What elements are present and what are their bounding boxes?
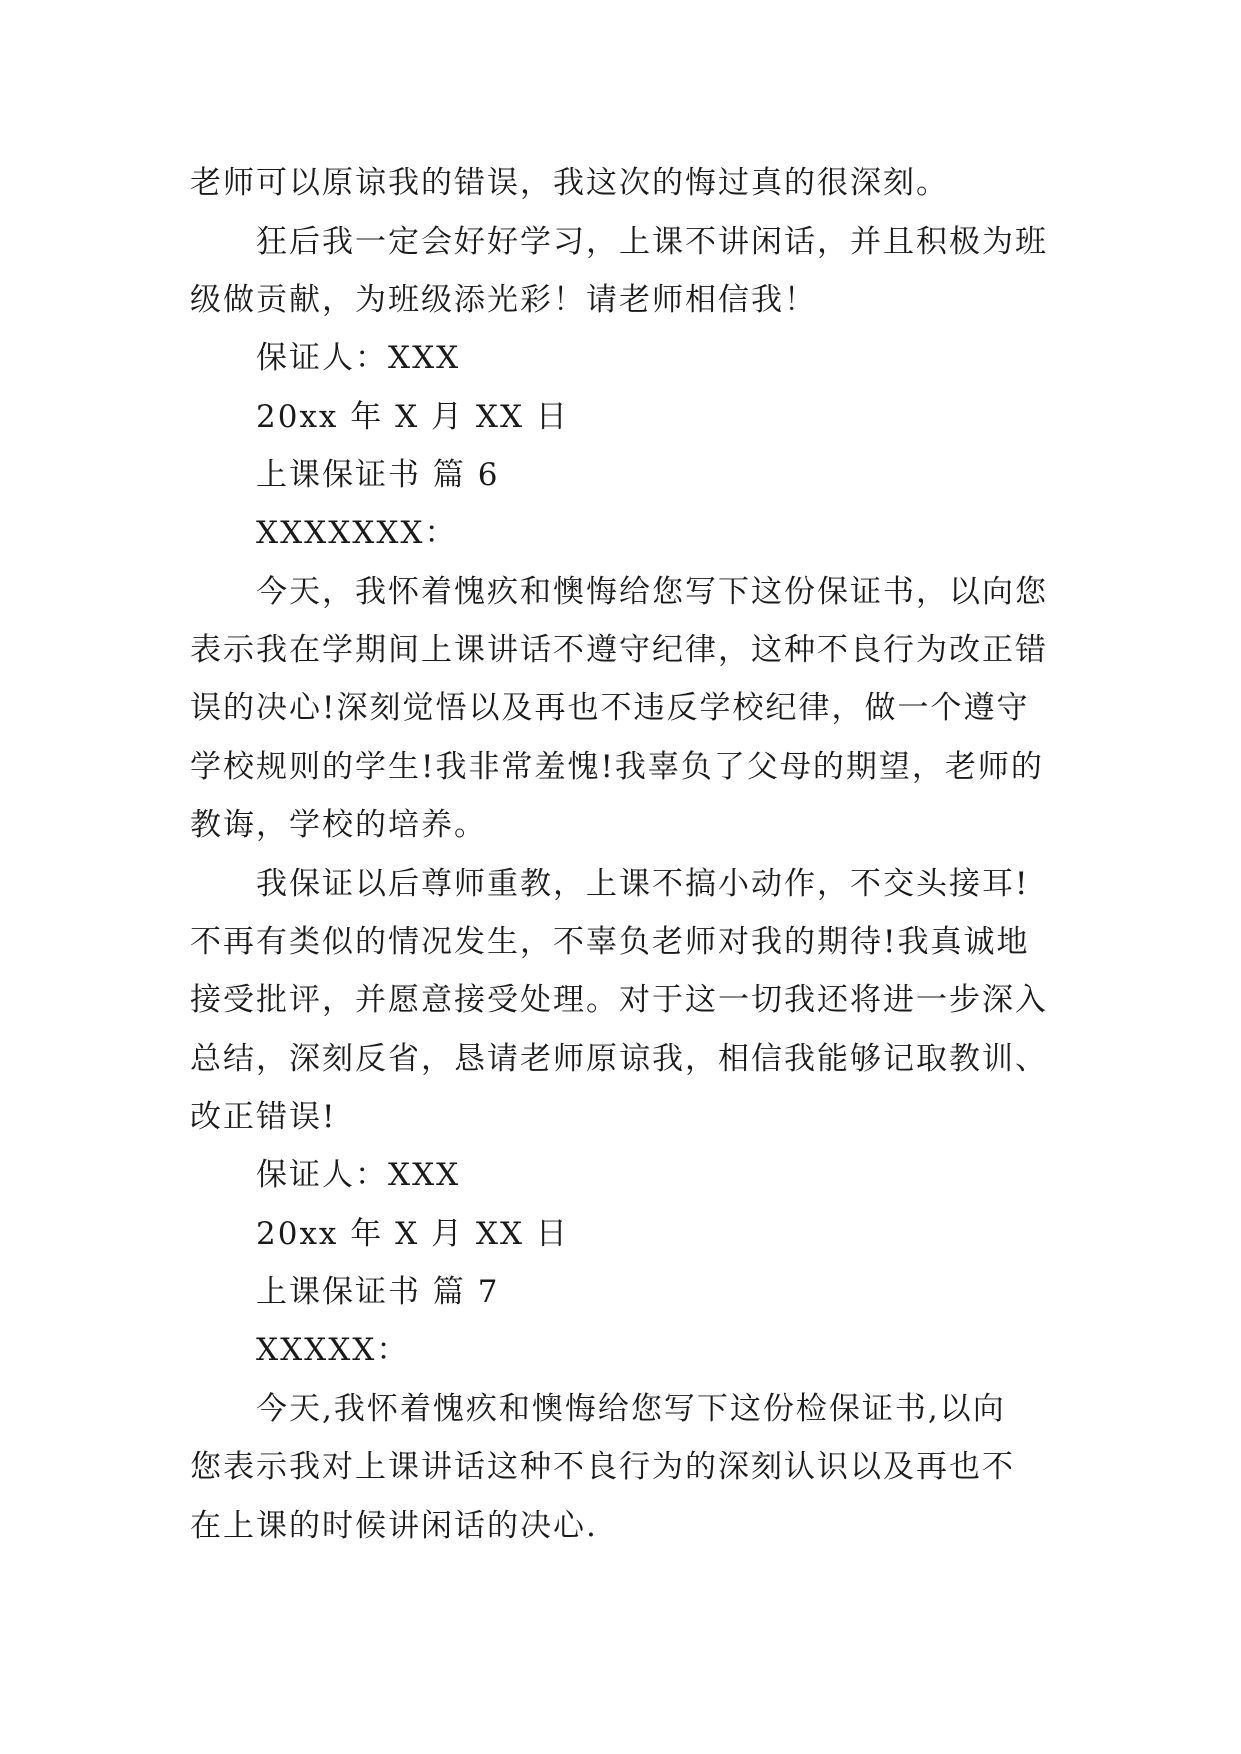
signature-date: 20xx 年 X 月 XX 日 <box>256 1216 569 1252</box>
paragraph-start-line: 今天,我怀着愧疚和懊悔给您写下这份检保证书,以向 <box>256 1391 1006 1427</box>
guarantor-signature: 保证人：XXX <box>256 340 461 376</box>
body-text-line: 误的决心!深刻觉悟以及再也不违反学校纪律，做一个遵守 <box>190 690 1030 726</box>
salutation: XXXXXXX： <box>256 515 458 551</box>
body-text-line: 改正错误! <box>190 1099 337 1135</box>
body-text-line: 总结，深刻反省，恳请老师原谅我，相信我能够记取教训、 <box>190 1041 1048 1077</box>
paragraph-start-line: 我保证以后尊师重教，上课不搞小动作，不交头接耳! <box>256 866 1030 902</box>
paragraph-start-line: 狂后我一定会好好学习，上课不讲闲话，并且积极为班 <box>256 224 1048 260</box>
body-text-line: 在上课的时候讲闲话的决心. <box>190 1508 598 1544</box>
body-text-line: 教诲，学校的培养。 <box>190 807 487 843</box>
guarantor-signature: 保证人：XXX <box>256 1157 461 1193</box>
body-text-line: 学校规则的学生!我非常羞愧!我辜负了父母的期望，老师的 <box>190 749 1044 785</box>
salutation: XXXXX： <box>256 1332 410 1368</box>
body-text-line: 不再有类似的情况发生，不辜负老师对我的期待!我真诚地 <box>190 924 1030 960</box>
section-heading-7: 上课保证书 篇 7 <box>256 1274 500 1310</box>
body-text-line: 您表示我对上课讲话这种不良行为的深刻认识以及再也不 <box>190 1449 1015 1485</box>
body-text-line: 接受批评，并愿意接受处理。对于这一切我还将进一步深入 <box>190 982 1048 1018</box>
paragraph-start-line: 今天，我怀着愧疚和懊悔给您写下这份保证书，以向您 <box>256 574 1048 610</box>
body-text-line: 级做贡献，为班级添光彩！请老师相信我！ <box>190 282 817 318</box>
signature-date: 20xx 年 X 月 XX 日 <box>256 399 569 435</box>
body-text-line: 表示我在学期间上课讲话不遵守纪律，这种不良行为改正错 <box>190 632 1048 668</box>
body-text-line: 老师可以原谅我的错误，我这次的悔过真的很深刻。 <box>190 165 949 201</box>
section-heading-6: 上课保证书 篇 6 <box>256 457 500 493</box>
